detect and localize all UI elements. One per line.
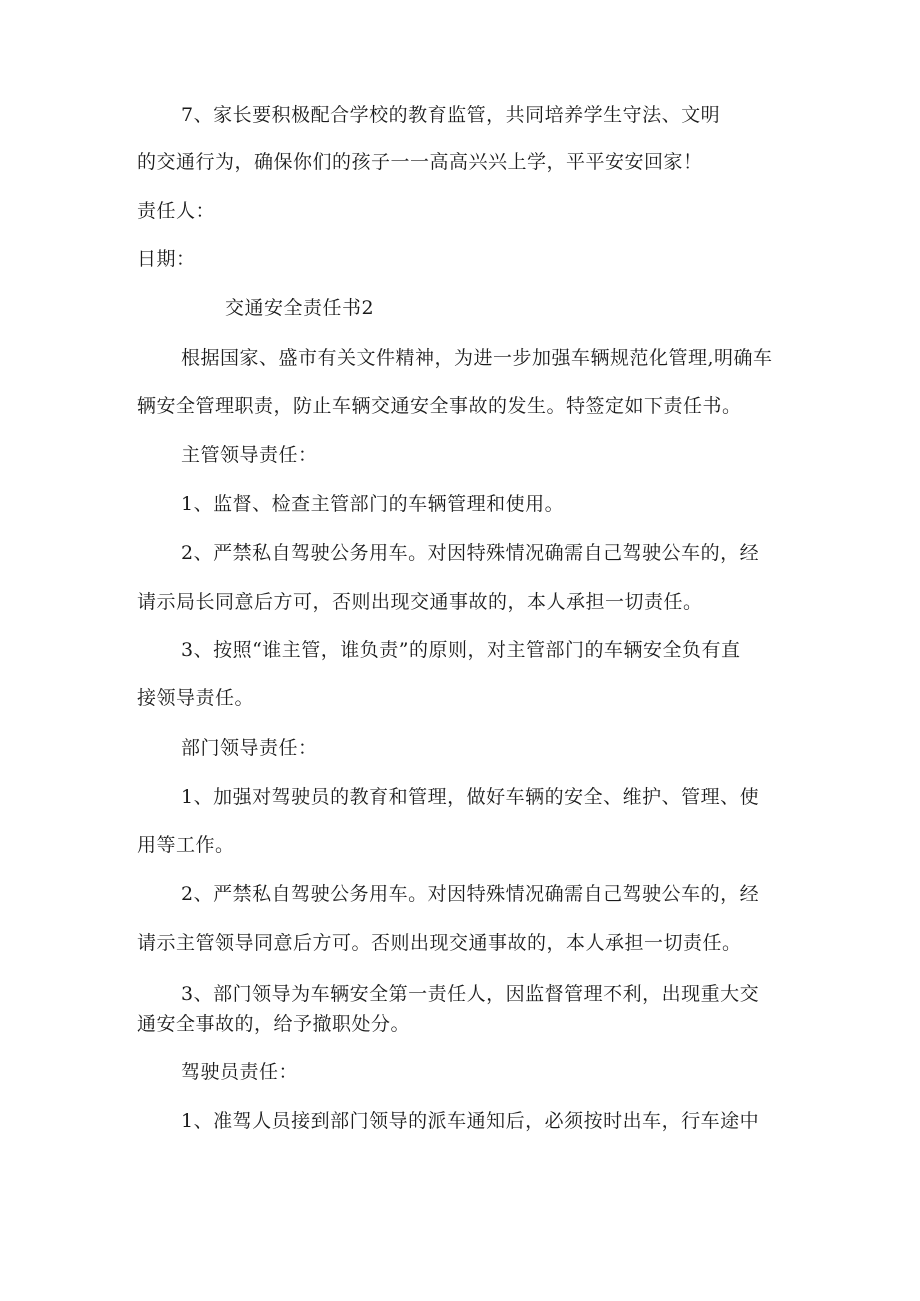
leader-item3-line2: 接领导责任。 bbox=[137, 687, 255, 709]
driver-heading: 驾驶员责任： bbox=[181, 1061, 299, 1083]
department-heading: 部门领导责任： bbox=[181, 737, 318, 759]
leader-item1: 1、监督、检查主管部门的车辆管理和使用。 bbox=[181, 493, 565, 515]
item7-line2: 的交通行为，确保你们的孩子一一高高兴兴上学，平平安安回家！ bbox=[137, 151, 703, 173]
item7-line1: 7、家长要积极配合学校的教育监管，共同培养学生守法、文明 bbox=[181, 104, 721, 126]
department-item1-line1: 1、加强对驾驶员的教育和管理，做好车辆的安全、维护、管理、使 bbox=[181, 786, 760, 808]
intro-line1: 根据国家、盛市有关文件精神，为进一步加强车辆规范化管理,明确车 bbox=[181, 347, 773, 369]
leader-item2-line1: 2、严禁私自驾驶公务用车。对因特殊情况确需自己驾驶公车的，经 bbox=[181, 542, 760, 564]
date-label: 日期： bbox=[137, 248, 196, 270]
department-item1-line2: 用等工作。 bbox=[137, 834, 235, 856]
department-item3-line2: 通安全事故的，给予撤职处分。 bbox=[137, 1013, 411, 1035]
responsible-person-label: 责任人： bbox=[137, 200, 216, 222]
department-item2-line2: 请示主管领导同意后方可。否则出现交通事故的，本人承担一切责任。 bbox=[137, 932, 742, 954]
intro-line2: 辆安全管理职责，防止车辆交通安全事故的发生。特签定如下责任书。 bbox=[137, 395, 742, 417]
leader-heading: 主管领导责任： bbox=[181, 444, 318, 466]
driver-item1-line1: 1、准驾人员接到部门领导的派车通知后，必须按时出车，行车途中 bbox=[181, 1110, 760, 1132]
document-title: 交通安全责任书2 bbox=[225, 297, 375, 319]
department-item2-line1: 2、严禁私自驾驶公务用车。对因特殊情况确需自己驾驶公车的，经 bbox=[181, 883, 760, 905]
leader-item3-line1: 3、按照“谁主管，谁负责”的原则，对主管部门的车辆安全负有直 bbox=[181, 639, 741, 661]
department-item3-line1: 3、部门领导为车辆安全第一责任人，因监督管理不利，出现重大交 bbox=[181, 983, 760, 1005]
leader-item2-line2: 请示局长同意后方可，否则出现交通事故的，本人承担一切责任。 bbox=[137, 591, 703, 613]
